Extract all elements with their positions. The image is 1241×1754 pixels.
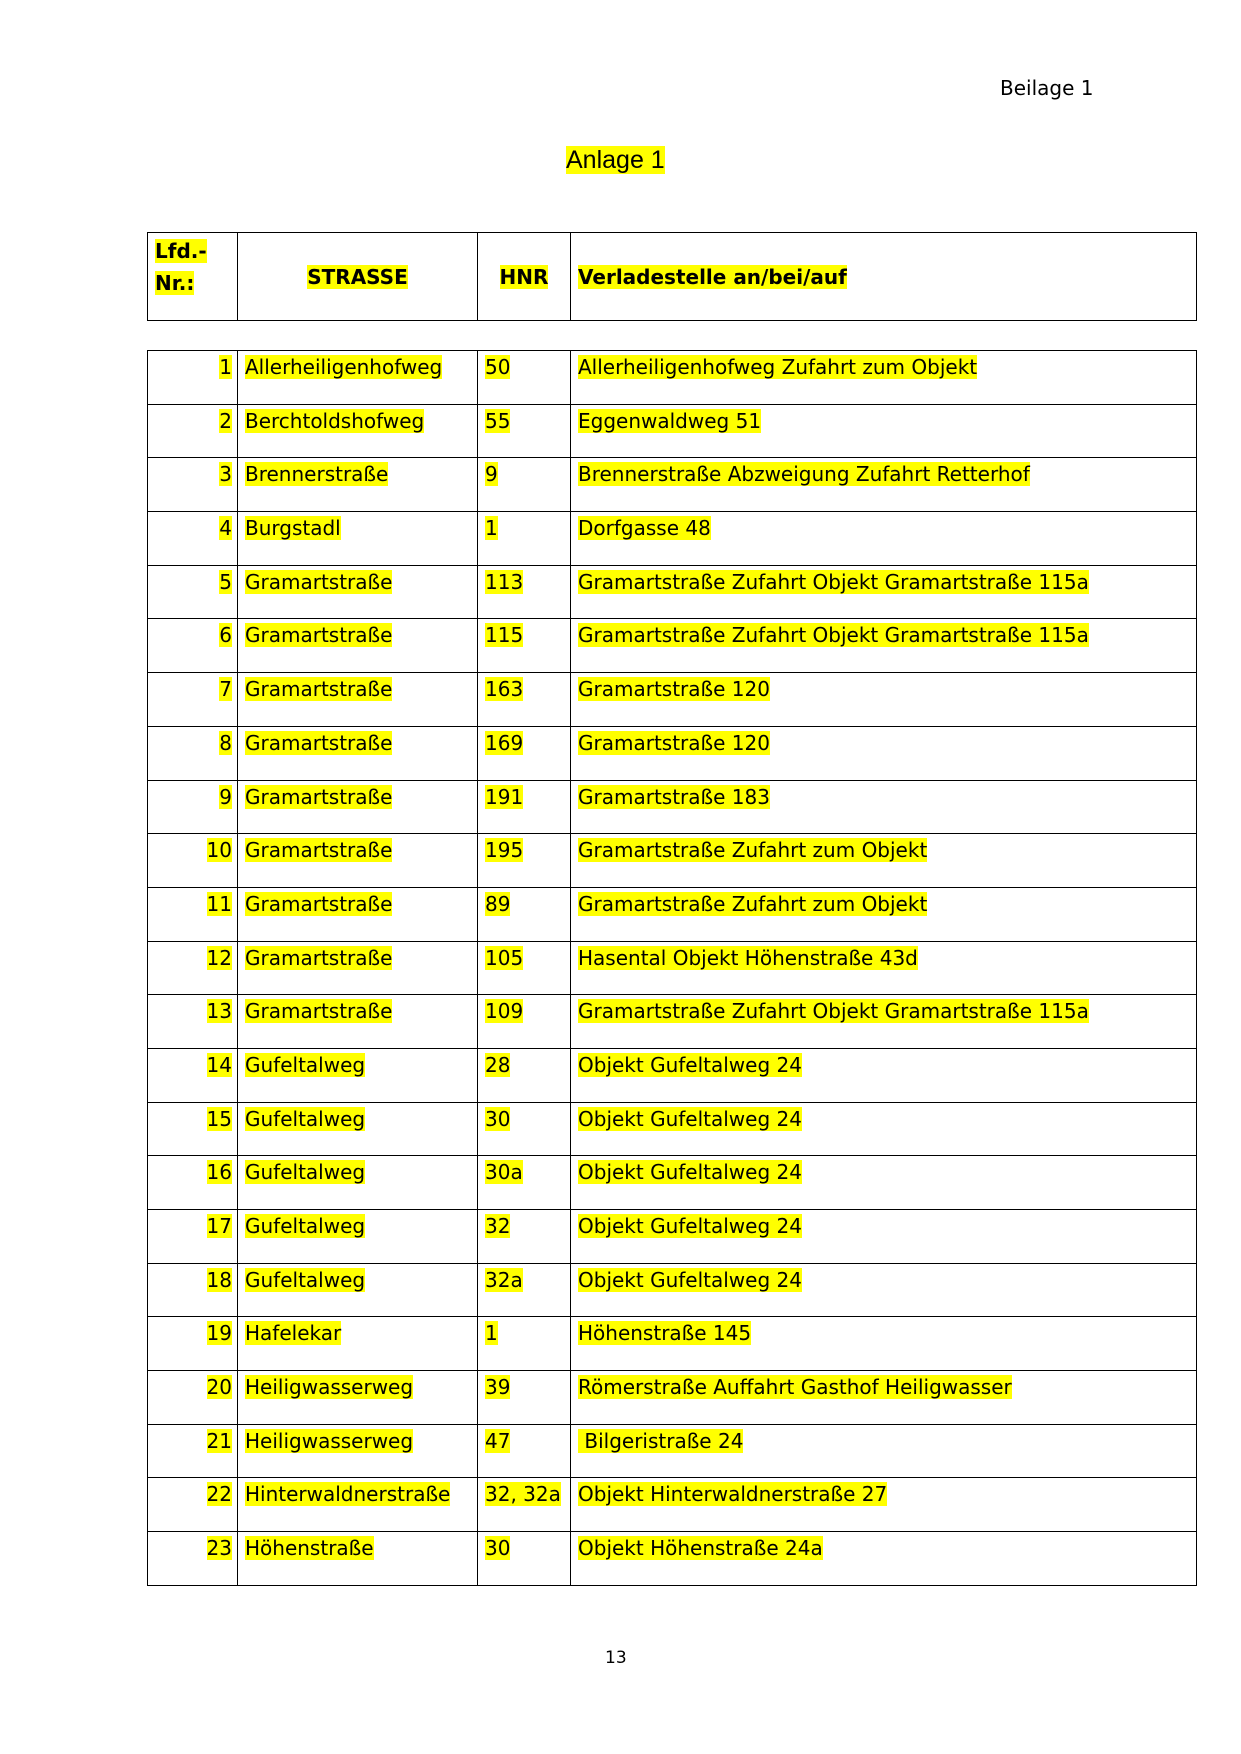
table-row	[148, 1317, 1197, 1371]
row-number-cell	[148, 1424, 238, 1478]
row-verladestelle-cell	[571, 673, 1197, 727]
row-hnr-cell	[478, 1048, 571, 1102]
row-hnr: 30	[485, 1106, 511, 1131]
header-lfd-line2: Nr.:	[155, 271, 195, 295]
row-number: 10	[206, 838, 232, 863]
header-strasse	[238, 233, 478, 321]
row-hnr: 47	[485, 1428, 511, 1453]
row-number: 6	[219, 623, 232, 648]
row-strasse: Gramartstraße	[245, 730, 393, 755]
row-strasse-cell	[238, 887, 478, 941]
row-hnr: 39	[485, 1375, 511, 1400]
row-number: 14	[206, 1052, 232, 1077]
row-strasse: Gramartstraße	[245, 945, 393, 970]
row-verladestelle: Gramartstraße Zufahrt zum Objekt	[578, 891, 928, 916]
row-hnr: 109	[485, 999, 524, 1024]
row-strasse-cell	[238, 1532, 478, 1586]
row-verladestelle: Objekt Gufeltalweg 24	[578, 1052, 802, 1077]
row-verladestelle-cell	[571, 512, 1197, 566]
row-verladestelle-cell	[571, 1317, 1197, 1371]
row-hnr: 9	[485, 462, 498, 487]
row-strasse-cell	[238, 512, 478, 566]
row-number: 12	[206, 945, 232, 970]
row-number-cell	[148, 1102, 238, 1156]
table-header	[147, 232, 1197, 321]
table-row	[148, 780, 1197, 834]
row-number-cell	[148, 995, 238, 1049]
row-strasse-cell	[238, 1156, 478, 1210]
header-strasse-text: STRASSE	[307, 264, 408, 289]
row-hnr-cell	[478, 834, 571, 888]
row-hnr-cell	[478, 941, 571, 995]
row-verladestelle-cell	[571, 1048, 1197, 1102]
row-number-cell	[148, 565, 238, 619]
table-row	[148, 726, 1197, 780]
row-verladestelle: Objekt Gufeltalweg 24	[578, 1160, 802, 1185]
row-hnr-cell	[478, 887, 571, 941]
table-row	[148, 941, 1197, 995]
row-strasse-cell	[238, 673, 478, 727]
row-number: 9	[219, 784, 232, 809]
row-hnr-cell	[478, 726, 571, 780]
header-lfd-line1: Lfd.-	[155, 239, 207, 263]
row-strasse-cell	[238, 941, 478, 995]
row-verladestelle-cell	[571, 1478, 1197, 1532]
row-strasse-cell	[238, 619, 478, 673]
row-strasse-cell	[238, 726, 478, 780]
row-hnr: 195	[485, 838, 524, 863]
row-verladestelle: Höhenstraße 145	[578, 1321, 752, 1346]
row-hnr-cell	[478, 995, 571, 1049]
row-number: 22	[206, 1482, 232, 1507]
row-hnr-cell	[478, 1210, 571, 1264]
row-hnr: 55	[485, 408, 511, 433]
row-number-cell	[148, 1156, 238, 1210]
row-strasse-cell	[238, 351, 478, 405]
table-row	[148, 1102, 1197, 1156]
row-verladestelle-cell	[571, 726, 1197, 780]
row-verladestelle-cell	[571, 1156, 1197, 1210]
row-number: 19	[206, 1321, 232, 1346]
row-verladestelle-cell	[571, 780, 1197, 834]
row-number-cell	[148, 726, 238, 780]
row-strasse-cell	[238, 1424, 478, 1478]
row-hnr-cell	[478, 1263, 571, 1317]
row-verladestelle-cell	[571, 351, 1197, 405]
row-verladestelle-cell	[571, 1371, 1197, 1425]
row-verladestelle-cell	[571, 1263, 1197, 1317]
header-verladestelle-text: Verladestelle an/bei/auf	[578, 264, 847, 289]
row-hnr: 115	[485, 623, 524, 648]
row-verladestelle: Dorfgasse 48	[578, 516, 711, 541]
table-row	[148, 673, 1197, 727]
row-hnr-cell	[478, 512, 571, 566]
row-strasse: Heiligwasserweg	[245, 1428, 414, 1453]
row-hnr: 89	[485, 891, 511, 916]
row-number-cell	[148, 1317, 238, 1371]
row-strasse-cell	[238, 404, 478, 458]
row-hnr-cell	[478, 619, 571, 673]
header-lfd-nr	[148, 233, 238, 321]
row-hnr-cell	[478, 351, 571, 405]
row-number: 1	[219, 355, 232, 379]
row-strasse: Gufeltalweg	[245, 1267, 366, 1292]
row-number-cell	[148, 458, 238, 512]
table-row	[148, 1532, 1197, 1586]
table-row	[148, 1263, 1197, 1317]
row-strasse-cell	[238, 1317, 478, 1371]
row-number: 13	[206, 999, 232, 1024]
row-strasse: Gramartstraße	[245, 569, 393, 594]
row-hnr: 105	[485, 945, 524, 970]
header-verladestelle	[571, 233, 1197, 321]
table-row	[148, 1156, 1197, 1210]
row-strasse-cell	[238, 834, 478, 888]
row-hnr: 113	[485, 569, 524, 594]
row-verladestelle: Römerstraße Auffahrt Gasthof Heiligwasser	[578, 1375, 1012, 1400]
row-hnr: 32	[485, 1214, 511, 1238]
row-hnr: 50	[485, 355, 511, 379]
row-verladestelle: Objekt Gufeltalweg 24	[578, 1267, 802, 1292]
row-hnr: 1	[485, 1321, 498, 1346]
row-hnr: 191	[485, 784, 524, 809]
page-number: 13	[605, 1648, 627, 1668]
row-strasse: Höhenstraße	[245, 1536, 374, 1561]
row-strasse: Gufeltalweg	[245, 1106, 366, 1131]
row-strasse: Gramartstraße	[245, 677, 393, 702]
row-strasse: Berchtoldshofweg	[245, 408, 425, 433]
row-number: 3	[219, 462, 232, 487]
row-verladestelle: Gramartstraße Zufahrt Objekt Gramartstraße 115a	[578, 623, 1089, 648]
row-hnr: 169	[485, 730, 524, 755]
header-hnr-text: HNR	[499, 264, 549, 289]
table-row	[148, 404, 1197, 458]
row-number-cell	[148, 834, 238, 888]
row-strasse: Gramartstraße	[245, 784, 393, 809]
row-hnr-cell	[478, 1371, 571, 1425]
row-hnr-cell	[478, 1317, 571, 1371]
row-number: 2	[219, 408, 232, 433]
row-number: 23	[206, 1536, 232, 1561]
row-hnr-cell	[478, 1156, 571, 1210]
row-number: 8	[219, 730, 232, 755]
row-strasse-cell	[238, 565, 478, 619]
row-number-cell	[148, 887, 238, 941]
row-number-cell	[148, 941, 238, 995]
row-hnr-cell	[478, 565, 571, 619]
table-row	[148, 1048, 1197, 1102]
table-row	[148, 619, 1197, 673]
table-row	[148, 1424, 1197, 1478]
row-hnr-cell	[478, 1478, 571, 1532]
row-verladestelle: Gramartstraße 120	[578, 730, 770, 755]
table-row	[148, 512, 1197, 566]
table-row	[148, 458, 1197, 512]
row-verladestelle-cell	[571, 404, 1197, 458]
row-number: 15	[206, 1106, 232, 1131]
row-verladestelle-cell	[571, 834, 1197, 888]
row-strasse: Gramartstraße	[245, 891, 393, 916]
row-verladestelle-cell	[571, 619, 1197, 673]
document-title	[566, 146, 665, 175]
row-verladestelle: Objekt Höhenstraße 24a	[578, 1536, 823, 1561]
row-strasse: Gramartstraße	[245, 999, 393, 1024]
row-number-cell	[148, 673, 238, 727]
row-verladestelle: Gramartstraße Zufahrt zum Objekt	[578, 838, 928, 863]
row-strasse-cell	[238, 780, 478, 834]
row-number: 20	[206, 1375, 232, 1400]
row-hnr: 28	[485, 1052, 511, 1077]
table-row	[148, 565, 1197, 619]
row-strasse-cell	[238, 458, 478, 512]
table-row	[148, 1371, 1197, 1425]
table-row	[148, 834, 1197, 888]
header-hnr	[478, 233, 571, 321]
row-strasse: Hinterwaldnerstraße	[245, 1482, 451, 1507]
row-number-cell	[148, 1478, 238, 1532]
row-strasse-cell	[238, 1263, 478, 1317]
row-hnr: 32, 32a	[485, 1482, 561, 1507]
row-number-cell	[148, 1532, 238, 1586]
row-number-cell	[148, 512, 238, 566]
data-table	[147, 350, 1197, 1586]
row-verladestelle: Objekt Gufeltalweg 24	[578, 1214, 802, 1238]
row-verladestelle: Allerheiligenhofweg Zufahrt zum Objekt	[578, 355, 978, 379]
title-text: Anlage 1	[566, 146, 665, 174]
row-verladestelle-cell	[571, 941, 1197, 995]
row-hnr: 30a	[485, 1160, 523, 1185]
row-hnr: 163	[485, 677, 524, 702]
row-number-cell	[148, 1210, 238, 1264]
row-strasse-cell	[238, 1478, 478, 1532]
row-verladestelle: Gramartstraße 120	[578, 677, 770, 702]
row-number-cell	[148, 619, 238, 673]
row-number: 7	[219, 677, 232, 702]
row-strasse: Gufeltalweg	[245, 1214, 366, 1238]
table-row	[148, 1210, 1197, 1264]
table-row	[148, 1478, 1197, 1532]
row-hnr-cell	[478, 673, 571, 727]
row-strasse-cell	[238, 1102, 478, 1156]
row-strasse-cell	[238, 995, 478, 1049]
row-number-cell	[148, 780, 238, 834]
row-number: 4	[219, 516, 232, 541]
row-hnr: 1	[485, 516, 498, 541]
row-verladestelle-cell	[571, 1532, 1197, 1586]
row-number: 16	[206, 1160, 232, 1185]
row-strasse: Gufeltalweg	[245, 1052, 366, 1077]
row-strasse-cell	[238, 1371, 478, 1425]
row-strasse: Gramartstraße	[245, 838, 393, 863]
row-verladestelle: Objekt Gufeltalweg 24	[578, 1106, 802, 1131]
row-verladestelle-cell	[571, 1210, 1197, 1264]
row-number: 17	[206, 1214, 232, 1238]
row-number: 11	[206, 891, 232, 916]
row-verladestelle: Gramartstraße Zufahrt Objekt Gramartstraße 115a	[578, 999, 1089, 1024]
row-hnr: 30	[485, 1536, 511, 1561]
table-row	[148, 351, 1197, 405]
row-number-cell	[148, 1048, 238, 1102]
row-verladestelle: Eggenwaldweg 51	[578, 408, 762, 433]
row-verladestelle: Objekt Hinterwaldnerstraße 27	[578, 1482, 888, 1507]
row-hnr-cell	[478, 458, 571, 512]
page-header-beilage: Beilage 1	[1000, 76, 1094, 100]
row-verladestelle: Gramartstraße 183	[578, 784, 770, 809]
row-verladestelle-cell	[571, 887, 1197, 941]
row-hnr: 32a	[485, 1267, 523, 1292]
row-verladestelle-cell	[571, 1424, 1197, 1478]
row-number-cell	[148, 1263, 238, 1317]
row-hnr-cell	[478, 1424, 571, 1478]
row-number: 18	[206, 1267, 232, 1292]
row-number-cell	[148, 404, 238, 458]
row-strasse: Allerheiligenhofweg	[245, 355, 443, 379]
row-strasse: Heiligwasserweg	[245, 1375, 414, 1400]
table-row	[148, 995, 1197, 1049]
row-strasse-cell	[238, 1048, 478, 1102]
row-strasse: Brennerstraße	[245, 462, 389, 487]
row-verladestelle-cell	[571, 1102, 1197, 1156]
row-number: 21	[206, 1428, 232, 1453]
row-verladestelle-cell	[571, 458, 1197, 512]
row-number: 5	[219, 569, 232, 594]
row-hnr-cell	[478, 780, 571, 834]
row-hnr-cell	[478, 1532, 571, 1586]
row-verladestelle-cell	[571, 565, 1197, 619]
header-row	[148, 233, 1197, 321]
row-verladestelle: Hasental Objekt Höhenstraße 43d	[578, 945, 918, 970]
table-row	[148, 887, 1197, 941]
row-strasse-cell	[238, 1210, 478, 1264]
row-hnr-cell	[478, 1102, 571, 1156]
row-strasse: Gufeltalweg	[245, 1160, 366, 1185]
row-verladestelle: Bilgeristraße 24	[578, 1428, 744, 1453]
row-verladestelle: Gramartstraße Zufahrt Objekt Gramartstraße 115a	[578, 569, 1089, 594]
row-strasse: Gramartstraße	[245, 623, 393, 648]
row-number-cell	[148, 351, 238, 405]
row-verladestelle-cell	[571, 995, 1197, 1049]
row-strasse: Burgstadl	[245, 516, 341, 541]
row-verladestelle: Brennerstraße Abzweigung Zufahrt Retterhof	[578, 462, 1030, 487]
row-hnr-cell	[478, 404, 571, 458]
row-strasse: Hafelekar	[245, 1321, 342, 1346]
row-number-cell	[148, 1371, 238, 1425]
